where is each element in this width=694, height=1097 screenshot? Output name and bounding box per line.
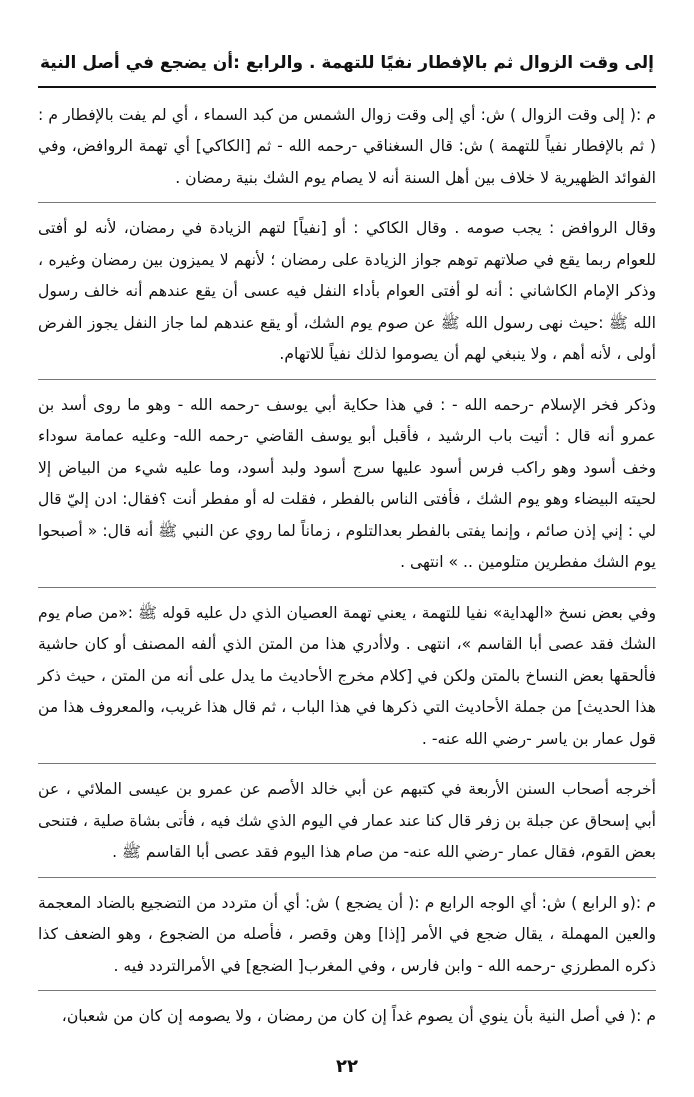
paragraph-6: م :(و الرابع ) ش: أي الوجه الرابع م :( أن يضجع ) ش: أي أن متردد من التضجيع بالضاد المعجمة والعين المهملة ، يقال ضجع في الأمر [إذا] وهن وقصر ، فأصله من الضجوع ، وهو الضعف كذا ذكره المطرزي -رحمه الله - وابن فارس ، وفي المغرب[ الضجع] في الأمرالتردد فيه . bbox=[38, 893, 656, 975]
paragraph-2: وقال الروافض : يجب صومه . وقال الكاكي : أو [نفياً] لتهم الزيادة في رمضان، لأنه لو أفتى للعوام ربما يقع في صلاتهم توهم جواز الزيادة على رمضان ؛ لأنهم لا يميزون بين رمضان وغيره ، وذكر الإمام الكاشاني : أنه لو أفتى العوام بأداء النفل فيه عسى أن يقع عندهم أنه خالف رسول الله ﷺ :حيث نهى رسول الله ﷺ عن صوم يوم الشك، أو يقع عندهم لما جاز النفل يجوز الفرض أولى ، لأنه أهم ، ولا ينبغي لهم أن يصوموا لذلك نفياً للاتهام. bbox=[38, 219, 656, 364]
paragraph-1: م :( إلى وقت الزوال ) ش: أي إلى وقت زوال الشمس من كبد السماء ، أي لم يفت بالإفطار م :( ثم بالإفطار نفياً للتهمة ) ش: قال السغناقي -رحمه الله - ثم [الكاكي] أي تهمة الروافض، وفي الفوائد الظهيرية لا خلاف بين أهل السنة أنه لا يصام يوم الشك بنية رمضان . bbox=[38, 105, 656, 187]
paragraph-divider bbox=[38, 587, 656, 588]
book-page bbox=[38, 52, 656, 1077]
paragraph-divider bbox=[38, 990, 656, 991]
paragraph-divider bbox=[38, 202, 656, 203]
paragraph-divider bbox=[38, 877, 656, 878]
paragraph-7: م :( في أصل النية بأن ينوي أن يصوم غداً إن كان من رمضان ، ولا يصومه إن كان من شعبان، bbox=[61, 1007, 656, 1026]
paragraph-3: وذكر فخر الإسلام -رحمه الله - : في هذا حكاية أبي يوسف -رحمه الله - وهو ما روى أسد بن عمرو أنه قال : أتيت باب الرشيد ، فأقبل أبو يوسف القاضي -رحمه الله- وعليه عمامة سوداء وخف أسود وهو راكب فرس أسود عليها سرج أسود ولبد أسود، وما عليه شيء من البياض إلا لحيته البيضاء وهو يوم الشك ، فأفتى الناس بالفطر ، فقلت له أو مفطر أنت ؟فقال: ادن إليّ قال لي : إني إذن صائم ، وإنما يفتى بالفطر بعدالتلوم ، زماناً لما روي عن النبي ﷺ أنه قال: « أصبحوا يوم الشك مفطرين متلومين .. » انتهى . bbox=[38, 395, 656, 572]
running-header: إلى وقت الزوال ثم بالإفطار نفيًا للتهمة . والرابع :أن يضجع في أصل النية bbox=[38, 52, 656, 88]
page-body bbox=[38, 100, 656, 1033]
page-number: ٢٢ bbox=[336, 1056, 358, 1077]
paragraph-4: وفي بعض نسخ «الهداية» نفيا للتهمة ، يعني تهمة العصيان الذي دل عليه قوله ﷺ :«من صام يوم الشك فقد عصى أبا القاسم »، انتهى . ولاأدري هذا من المتن الذي ألفه المصنف أو كان حاشية فألحقها بعض النساخ بالمتن ولكن في [كلام مخرج الأحاديث ما يدل على أنه من المتن ، حيث ذكر هذا الحديث] من جملة الأحاديث التي ذكرها في هذا الباب ، ثم قال هذا غريب، والمعروف هذا من قول عمار بن ياسر -رضي الله عنه- . bbox=[38, 603, 656, 748]
paragraph-5: أخرجه أصحاب السنن الأربعة في كتبهم عن أبي خالد الأصم عن عمرو بن عيسى الملائي ، عن أبي إسحاق عن جبلة بن زفر قال كنا عند عمار في اليوم الذي شك فيه ، فأتى بشاة صلية ، فتنحى بعض القوم، فقال عمار -رضي الله عنه- من صام هذا اليوم فقد عصى أبا القاسم ﷺ . bbox=[38, 780, 656, 862]
paragraph-divider bbox=[38, 763, 656, 764]
paragraph-divider bbox=[38, 379, 656, 380]
